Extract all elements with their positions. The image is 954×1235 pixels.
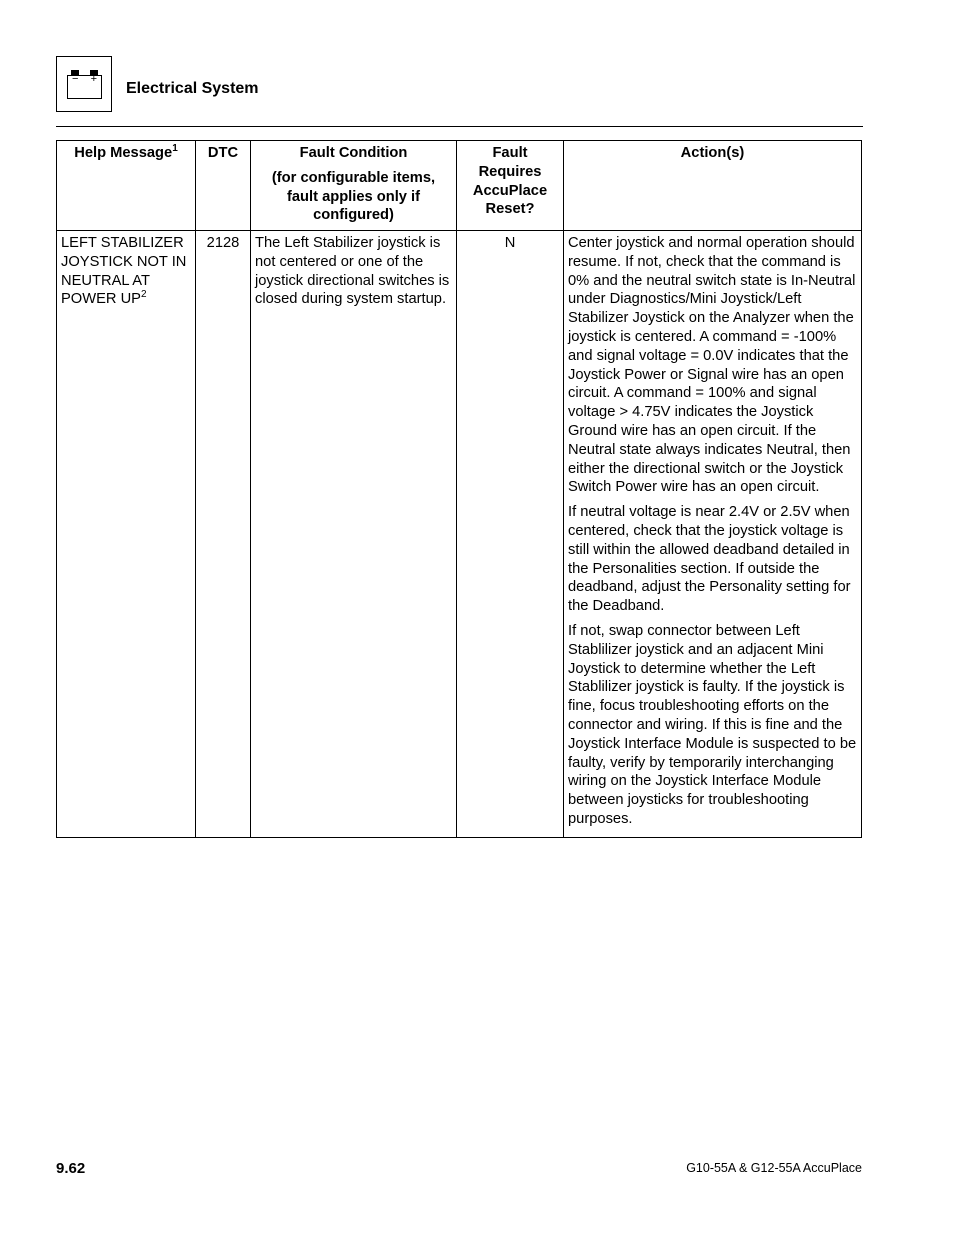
column-header-actions: Action(s) xyxy=(564,141,862,231)
header-rule xyxy=(56,126,863,127)
battery-icon xyxy=(67,75,102,99)
column-header-fault-condition xyxy=(251,141,457,231)
document-id: G10-55A & G12-55A AccuPlace xyxy=(686,1161,862,1175)
cell-help-message xyxy=(57,231,196,838)
section-icon-box xyxy=(56,56,112,112)
battery-plus-sign: + xyxy=(90,73,97,85)
table-row xyxy=(57,231,862,838)
action-paragraph: If not, swap connector between Left Stablilizer joystick and an adjacent Mini Joystick to determine whether the Left Stablilizer joystick is faulty. If the joystick is fine, focus troubleshooting efforts on the connector and wiring. If this is fine and the Joystick Interface Module is suspected to be faulty, verify by temporarily interchanging wiring on the Joystick Interface Module between joysticks for troubleshooting purposes. xyxy=(568,622,857,827)
cell-fault-condition: The Left Stabilizer joystick is not centered or one of the joystick directional switches is closed during system startup. xyxy=(251,231,457,838)
page-number: 9.62 xyxy=(56,1160,86,1177)
fault-condition-header-note: (for configurable items, fault applies only if configured) xyxy=(271,169,436,224)
column-header-help-message xyxy=(57,141,196,231)
footnote-marker: 2 xyxy=(140,289,147,301)
help-message-text: LEFT STABILIZER JOYSTICK NOT IN NEUTRAL AT POWER UP xyxy=(61,235,187,308)
cell-reset: N xyxy=(457,231,564,838)
help-message-header-label: Help Message xyxy=(74,145,173,161)
fault-table xyxy=(56,140,862,838)
column-header-dtc: DTC xyxy=(196,141,251,231)
footnote-marker: 1 xyxy=(172,143,178,155)
section-title: Electrical System xyxy=(126,80,259,97)
battery-minus-sign: − xyxy=(72,73,79,85)
action-paragraph: Center joystick and normal operation should resume. If not, check that the command is 0% and the neutral switch state is In-Neutral under Diagnostics/Mini Joystick/Left Stabilizer Joystick on the Analyzer when the joystick is centered. A command = -100% and signal voltage = 0.0V indicates that the Joystick Power or Signal wire has an open circuit. A command = 100% and signal voltage > 4.75V indicates the Joystick Ground wire has an open circuit. If the Neutral state always indicates Neutral, then either the directional switch or the Joystick Switch Power wire has an open circuit. xyxy=(568,235,856,496)
table-header-row xyxy=(57,141,862,231)
column-header-fault-requires-reset: Fault Requires AccuPlace Reset? xyxy=(457,141,564,231)
fault-condition-header-label: Fault Condition xyxy=(299,145,408,161)
action-paragraph: If neutral voltage is near 2.4V or 2.5V when centered, check that the joystick voltage is still within the allowed deadband detailed in the Personalities section. If outside the deadband, adjust the Personality setting for the Deadband. xyxy=(568,504,851,615)
cell-actions xyxy=(564,231,862,838)
cell-dtc: 2128 xyxy=(196,231,251,838)
